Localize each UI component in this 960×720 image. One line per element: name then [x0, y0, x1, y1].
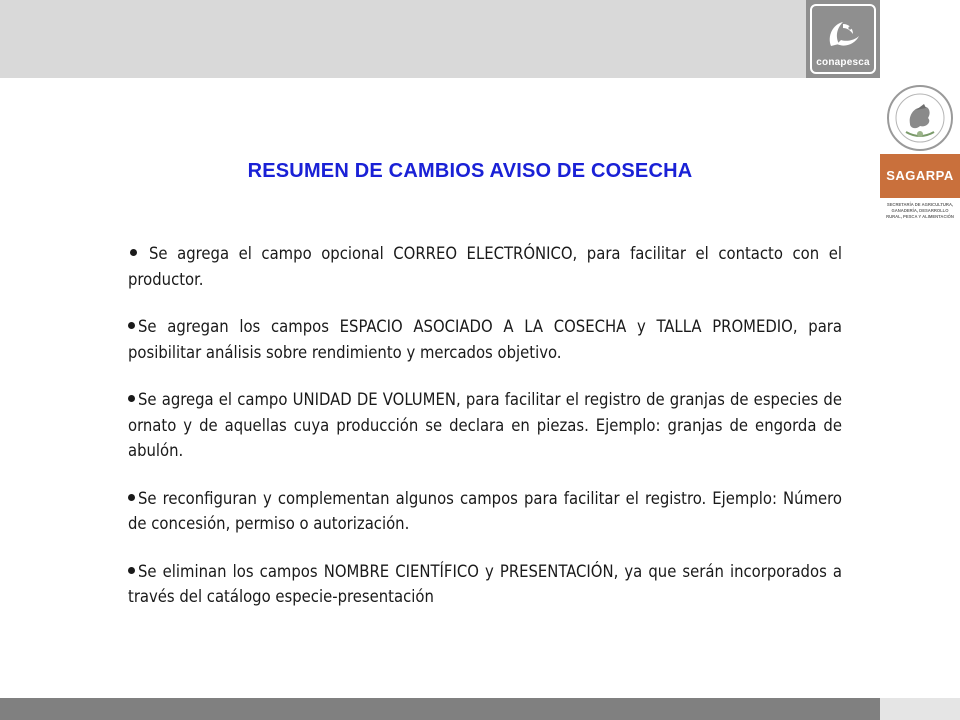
page-title: RESUMEN DE CAMBIOS AVISO DE COSECHA — [247, 160, 693, 182]
list-item — [128, 559, 842, 610]
list-item-text: Se agrega el campo UNIDAD DE VOLUMEN, para facilitar el registro de granjas de especies de ornato y de aquellas cuya producción se declara en piezas. Ejemplo: granjas de engorda de abulón. — [128, 390, 842, 460]
list-item-text: Se eliminan los campos NOMBRE CIENTÍFICO y PRESENTACIÓN, ya que serán incorporados a través del catálogo especie-presentación — [128, 561, 842, 606]
list-item-text: Se agrega el campo opcional CORREO ELECTRÓNICO, para facilitar el contacto con el productor. — [128, 244, 842, 289]
list-item — [128, 387, 842, 464]
bullet-icon — [128, 494, 135, 501]
bullet-icon — [130, 249, 137, 256]
list-item-text: Se reconfiguran y complementan algunos campos para facilitar el registro. Ejemplo: Número de concesión, permiso o autorización. — [128, 488, 842, 533]
sagarpa-subtitle: SECRETARÍA DE AGRICULTURA, GANADERÍA, DESARROLLO RURAL, PESCA Y ALIMENTACIÓN — [886, 202, 954, 219]
list-item — [128, 486, 842, 537]
conapesca-logo — [806, 0, 880, 78]
bullet-icon — [128, 395, 135, 402]
list-item-text: Se agregan los campos ESPACIO ASOCIADO A LA COSECHA y TALLA PROMEDIO, para posibilitar análisis sobre rendimiento y mercados objetivo. — [128, 317, 842, 362]
top-band — [0, 0, 880, 78]
bullet-icon — [128, 567, 135, 574]
logo-wordmark: conapesca — [816, 57, 870, 68]
list-item — [128, 241, 842, 292]
mexico-coat-of-arms-seal-icon — [886, 84, 954, 152]
sagarpa-label: SAGARPA — [880, 154, 960, 198]
conapesca-logo-icon — [823, 16, 863, 56]
list-item — [128, 314, 842, 365]
footer-bar — [0, 698, 880, 720]
bullet-icon — [128, 322, 135, 329]
top-right-corner — [880, 0, 960, 78]
logo-frame — [810, 4, 876, 74]
footer-corner — [880, 698, 960, 720]
bullet-list — [128, 241, 842, 632]
